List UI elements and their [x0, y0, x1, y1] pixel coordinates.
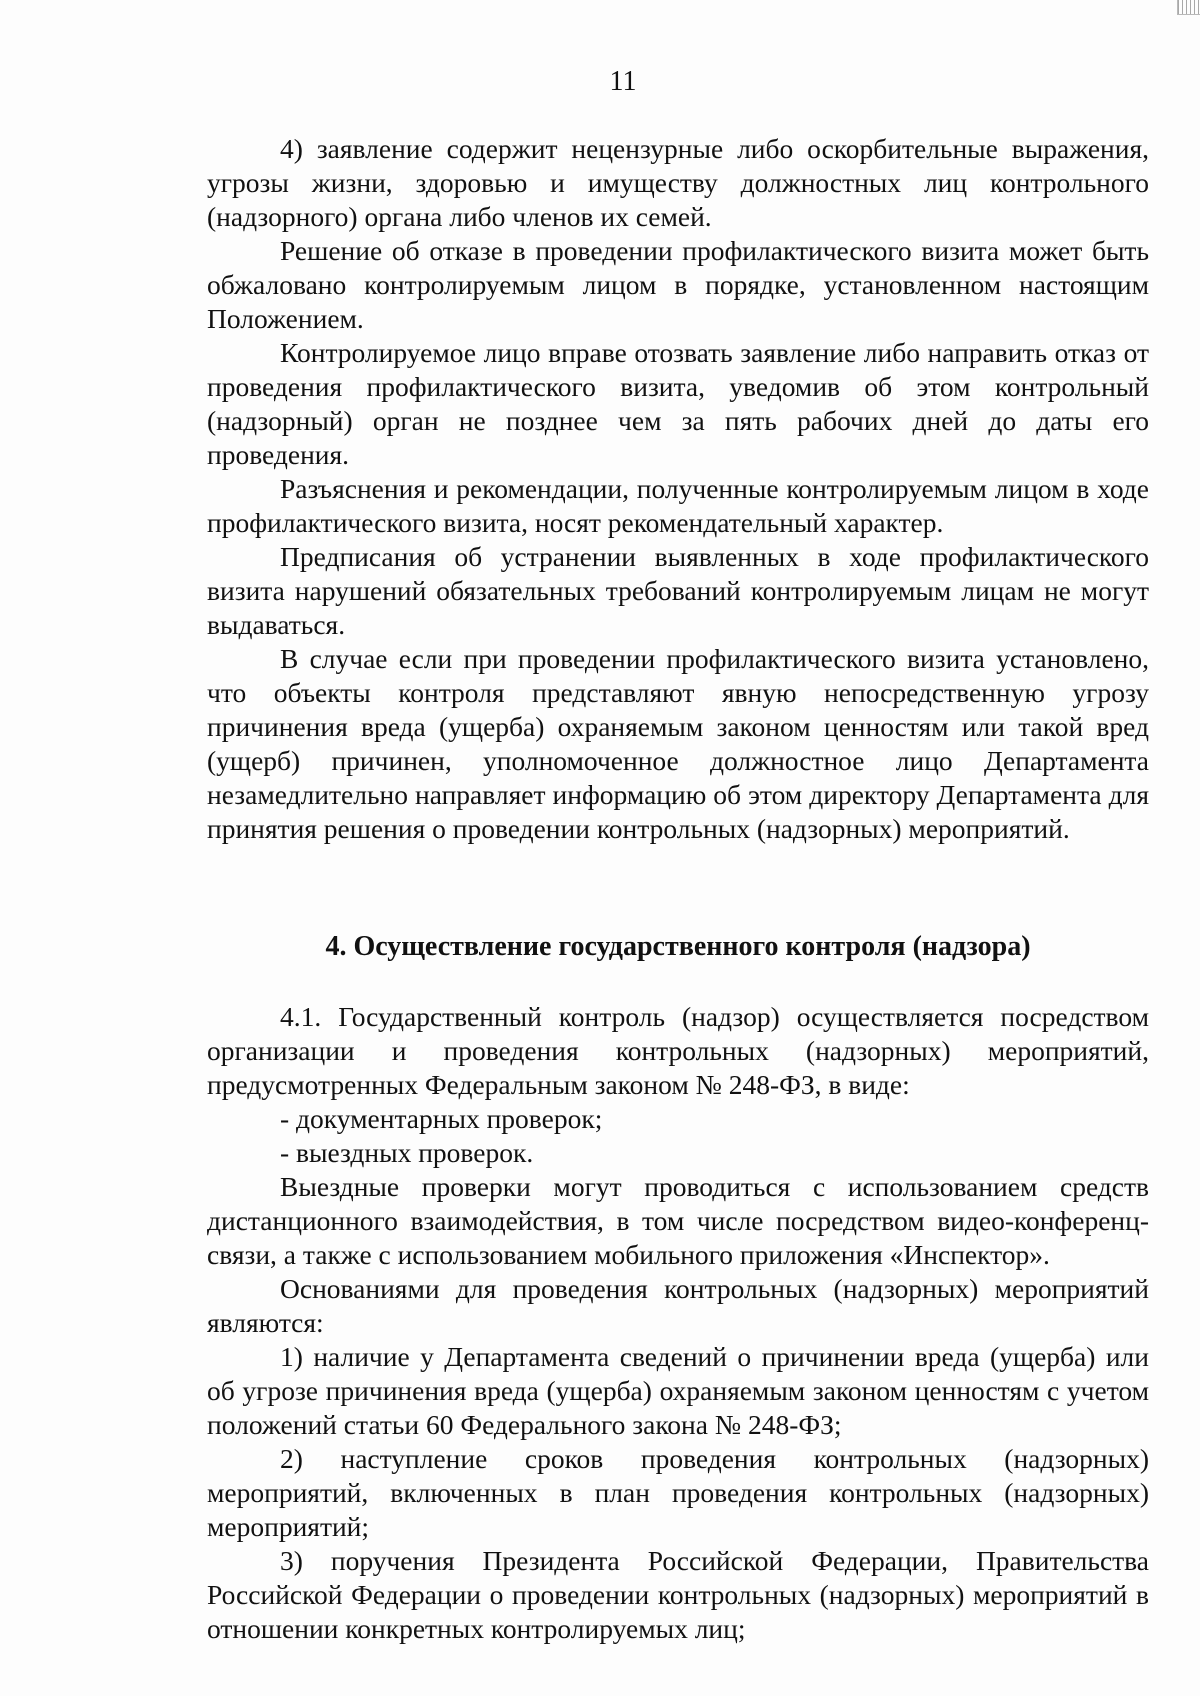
scan-corner-mark [1177, 0, 1200, 15]
section-heading: 4. Осуществление государственного контроля (надзора) [325, 931, 1031, 962]
paragraph-explanations: Разъяснения и рекомендации, полученные контролируемым лицом в ходе профилактического визита, носят рекомендательный характер. [207, 473, 1149, 538]
paragraph-withdrawal: Контролируемое лицо вправе отозвать заявление либо направить отказ от проведения профилактического визита, уведомив об этом контрольный (надзорный) орган не позднее чем за пять рабочих дней до даты его проведения. [207, 337, 1149, 470]
paragraph-grounds-intro: Основаниями для проведения контрольных (надзорных) мероприятий являются: [207, 1273, 1149, 1338]
paragraph-ground-1: 1) наличие у Департамента сведений о причинении вреда (ущерба) или об угрозе причинения вреда (ущерба) охраняемым законом ценностям с учетом положений статьи 60 Федерального закона № 248-ФЗ; [207, 1341, 1149, 1440]
paragraph-ground-3: 3) поручения Президента Российской Федерации, Правительства Российской Федерации о проведении контрольных (надзорных) мероприятий в отношении конкретных контролируемых лиц; [207, 1545, 1149, 1644]
paragraph-4-1: 4.1. Государственный контроль (надзор) осуществляется посредством организации и проведения контрольных (надзорных) мероприятий, предусмотренных Федеральным законом № 248-ФЗ, в виде: [207, 1001, 1149, 1100]
paragraph-threat-case: В случае если при проведении профилактического визита установлено, что объекты контроля представляют явную непосредственную угрозу причинения вреда (ущерба) охраняемым законом ценностям или такой вред (ущерб) причинен, уполномоченное должностное лицо Департамента незамедлительно направляет информацию об этом директору Департамента для принятия решения о проведении контрольных (надзорных) мероприятий. [207, 643, 1149, 844]
document-body [207, 132, 1149, 1646]
paragraph-ground-2: 2) наступление сроков проведения контрольных (надзорных) мероприятий, включенных в план проведения контрольных (надзорных) мероприятий; [207, 1443, 1149, 1542]
list-item-documentary-checks: - документарных проверок; [280, 1103, 603, 1134]
paragraph-remote-checks: Выездные проверки могут проводиться с использованием средств дистанционного взаимодействия, в том числе посредством видео-конференц-связи, а также с использованием мобильного приложения «Инспектор». [207, 1171, 1149, 1270]
page-number: 11 [609, 66, 637, 97]
paragraph-item-4-refusal-ground: 4) заявление содержит нецензурные либо оскорбительные выражения, угрозы жизни, здоровью и имуществу должностных лиц контрольного (надзорного) органа либо членов их семей. [207, 133, 1149, 232]
paragraph-prescriptions: Предписания об устранении выявленных в ходе профилактического визита нарушений обязательных требований контролируемым лицам не могут выдаваться. [207, 541, 1149, 640]
paragraph-refusal-appeal: Решение об отказе в проведении профилактического визита может быть обжаловано контролируемым лицом в порядке, установленном настоящим Положением. [207, 235, 1149, 334]
list-item-field-checks: - выездных проверок. [280, 1137, 534, 1168]
